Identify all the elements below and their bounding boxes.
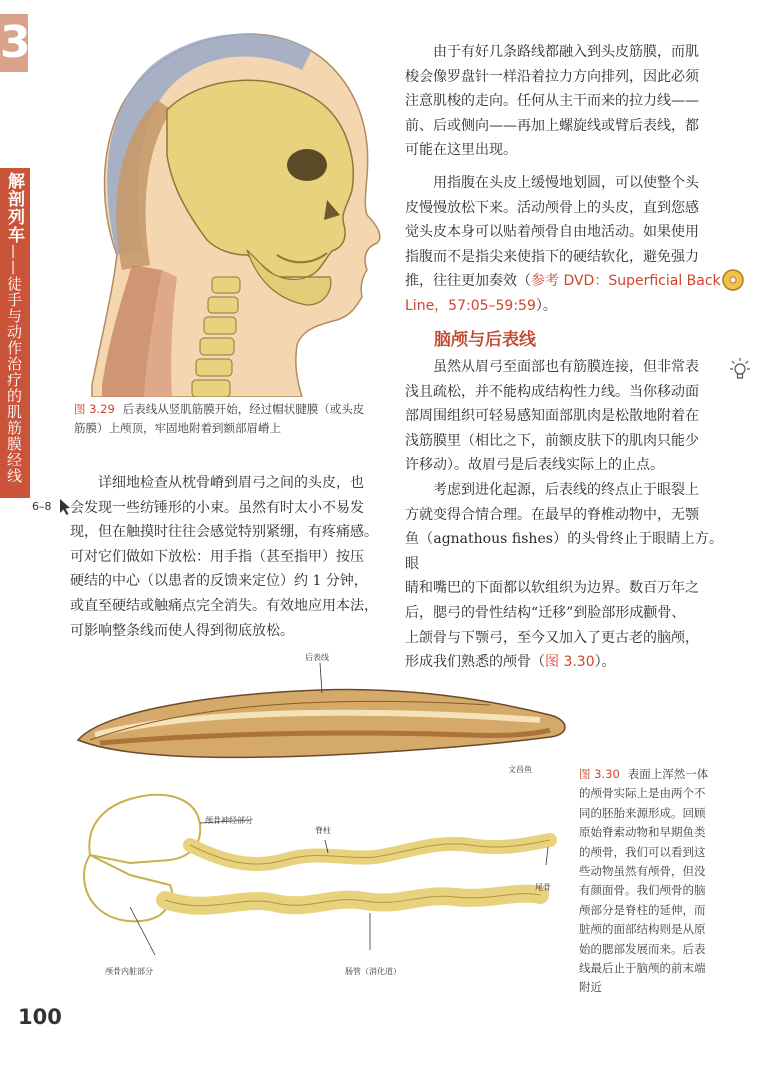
caption-line: 原始脊索动物和早期鱼类 — [579, 825, 706, 840]
text-line: 梭会像罗盘针一样沿着拉力方向排列，因此必须 — [405, 68, 699, 85]
left-paragraph-1 — [70, 471, 388, 643]
text-line: 考虑到进化起源，后表线的终点止于眼裂上 — [433, 482, 699, 498]
text-line: 许移动）。故眉弓是后表线实际上的止点。 — [405, 457, 664, 474]
text-line: 睛和嘴巴的下面都以软组织为边界。数百万年之 — [405, 580, 699, 597]
text-line: 详细地检查从枕骨嵴到眉弓之间的头皮，也 — [98, 475, 364, 491]
caption-line: 脏颅的面部结构则是从原 — [579, 922, 706, 937]
right-paragraph-1 — [405, 40, 723, 163]
spine-band — [190, 840, 550, 864]
dvd-reference-link[interactable]: 参考 DVD：Superficial Back — [531, 273, 721, 290]
figure-3-30-illustration — [70, 645, 575, 985]
dvd-reference-time[interactable]: Line，57:05–59:59 — [405, 297, 536, 314]
caption-line: 线最后止于脑颅的前末端 — [579, 961, 706, 976]
caption-line: 附近 — [579, 980, 602, 995]
text-line: 硬结的中心（以患者的反馈来定位）约 1 分钟， — [70, 573, 368, 590]
text-span: 形成我们熟悉的颅骨（ — [405, 654, 545, 671]
chapter-number: 3 — [0, 14, 28, 72]
text-line: 注意肌梭的走向。任何从主干而来的拉力线—— — [405, 93, 699, 110]
label-amphioxus: 文昌鱼 — [508, 765, 532, 774]
text-line: 可对它们做如下放松：用手指（甚至指甲）按压 — [70, 548, 364, 565]
caption-line: 始的腮部发展而来。后表 — [579, 941, 706, 956]
figure-3-29-caption — [74, 400, 394, 438]
caption-line: 的颅骨实际上是由两个不 — [579, 786, 706, 801]
caption-line: 筋膜）上颅顶，牢固地附着到额部眉嵴上 — [74, 421, 281, 435]
caption-line: 颅部分是脊柱的延伸，而 — [579, 902, 706, 917]
text-line — [405, 294, 723, 319]
figure-3-30-label: 图 3.30 — [579, 767, 620, 781]
text-line: 上颌骨与下颚弓，至今又加入了更古老的脑颅， — [405, 629, 699, 646]
figure-3-30-caption — [579, 765, 729, 998]
text-line: 浅筋膜里（相比之下，前额皮肤下的肌肉只能少 — [405, 432, 699, 449]
right-paragraph-3 — [405, 355, 723, 478]
figure-3-29-illustration — [62, 15, 387, 397]
label-superficial-back-line: 后表线 — [305, 653, 329, 662]
text-line: 或直至硬结或触痛点完全消失。有效地应用本法， — [70, 597, 378, 614]
text-line: 由于有好几条路线都融入到头皮筋膜，而肌 — [433, 44, 699, 60]
text-line: 鱼（agnathous fishes）的头骨终止于眼睛上方。眼 — [405, 531, 723, 572]
side-title-sub: ——徒手与动作治疗的肌筋膜经线 — [5, 244, 23, 484]
label-gut: 肠管（消化道） — [345, 967, 401, 976]
dvd-disc-icon — [721, 268, 745, 292]
caption-line: 些动物虽然有颅骨，但没 — [579, 864, 706, 879]
text-line: 现，但在触摸时往往会感觉特别紧绷，有疼痛感。 — [70, 524, 378, 541]
text-line: 皮慢慢放松下来。活动颅骨上的头皮，直到您感 — [405, 199, 699, 216]
neurocranium-outline — [89, 795, 200, 863]
text-line: 会发现一些纺锤形的小束。虽然有时太小不易发 — [70, 499, 364, 516]
label-spine: 脊柱 — [315, 826, 331, 835]
chapter-side-tab — [0, 0, 34, 500]
label-neurocranium: 颅骨神经部分 — [205, 816, 253, 825]
text-span: ）。 — [594, 654, 616, 671]
page-number: 100 — [18, 1005, 62, 1029]
text-line: 觉头皮本身可以贴着颅骨自由地活动。如果使用 — [405, 224, 699, 241]
figure-3-30-link[interactable]: 图 3.30 — [545, 654, 595, 671]
caption-line: 的颅骨，我们可以看到这 — [579, 844, 706, 859]
text-line: 用指腹在头皮上缓慢地划圆，可以使整个头 — [433, 175, 699, 191]
text-line: 可影响整条线而使人得到彻底放松。 — [70, 622, 294, 639]
text-line: 前、后或侧向——再加上螺旋线或臂后表线，都 — [405, 117, 699, 134]
text-line: 方就变得合情合理。在最早的脊椎动物中，无颚 — [405, 506, 699, 523]
right-paragraph-2 — [405, 171, 723, 319]
text-line: 虽然从眉弓至面部也有筋膜连接，但非常表 — [433, 359, 699, 375]
side-title — [5, 172, 27, 484]
caption-line: 后表线从竖肌筋膜开始，经过帽状腱膜（或头皮 — [122, 402, 365, 416]
text-line — [405, 269, 723, 294]
viscerocranium-outline — [84, 855, 172, 921]
dvd-margin-note: 6–8 — [32, 500, 52, 513]
caption-line: 同的胚胎来源形成。回顾 — [579, 805, 706, 820]
text-line: 后，腮弓的骨性结构“迁移”到脸部形成颧骨、 — [405, 604, 686, 621]
lightbulb-icon — [727, 357, 753, 383]
text-line: 指腹而不是指尖来使指下的硬结软化，避免强力 — [405, 248, 699, 265]
section-heading: 脑颅与后表线 — [434, 330, 536, 350]
figure-3-29-label: 图 3.29 — [74, 402, 115, 416]
label-tail: 尾骨 — [535, 883, 551, 892]
text-line: 可能在这里出现。 — [405, 142, 517, 159]
text-span: 推，往往更加奏效（ — [405, 273, 531, 290]
side-title-main: 解剖列车 — [4, 172, 24, 244]
caption-line: 表面上浑然一体 — [627, 767, 709, 781]
text-line: 浅且疏松，并不能构成结构性力线。当你移动面 — [405, 383, 699, 400]
text-line: 部周围组织可轻易感知面部肌肉是松散地附着在 — [405, 408, 699, 425]
label-viscerocranium: 颅骨内脏部分 — [105, 967, 153, 976]
text-span: ）。 — [535, 297, 557, 314]
eye-socket — [287, 149, 327, 181]
caption-line: 有颜面骨。我们颅骨的脑 — [579, 883, 706, 898]
